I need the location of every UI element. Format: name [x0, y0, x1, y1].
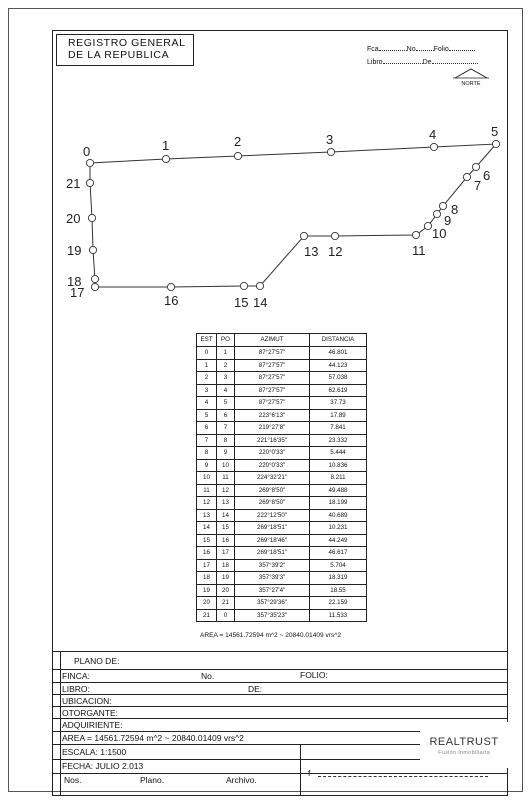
- station-label: 5: [491, 124, 499, 139]
- ubicacion-label: UBICACION:: [62, 696, 112, 706]
- station-label: 9: [444, 213, 452, 228]
- station-point: [234, 152, 241, 159]
- row-est: 1: [197, 359, 217, 372]
- station-point: [300, 232, 307, 239]
- row-distancia: 18.55: [310, 584, 367, 597]
- row-po: 8: [217, 434, 235, 447]
- area-label: AREA = 14561.72594 m^2 ~ 20840.01409 vrs^2: [62, 733, 244, 743]
- row-est: 0: [197, 347, 217, 360]
- station-point: [256, 282, 263, 289]
- fecha-label: FECHA: JULIO 2.013: [62, 761, 144, 771]
- station-label: 13: [304, 244, 319, 259]
- station-point: [472, 163, 479, 170]
- row-po: 4: [217, 384, 235, 397]
- azimuth-table-row: [197, 497, 367, 510]
- azimuth-table-row: [197, 547, 367, 560]
- row-distancia: 11.533: [310, 609, 367, 622]
- row-po: 6: [217, 409, 235, 422]
- plano-de-label: PLANO DE:: [74, 656, 120, 666]
- station-point: [463, 173, 470, 180]
- row-po: 21: [217, 597, 235, 610]
- azimuth-table: [196, 333, 367, 622]
- north-label: NORTE: [461, 81, 481, 87]
- row-est: 10: [197, 472, 217, 485]
- de-label: DE:: [248, 684, 263, 694]
- station-point: [86, 159, 93, 166]
- row-distancia: 5.704: [310, 559, 367, 572]
- row-est: 8: [197, 447, 217, 460]
- station-point: [433, 210, 440, 217]
- row-azimut: 357°27'4": [235, 584, 310, 597]
- row-distancia: 49.488: [310, 484, 367, 497]
- station-point: [327, 148, 334, 155]
- row-distancia: 44.249: [310, 534, 367, 547]
- lot-plan-drawing: [0, 0, 531, 330]
- station-point: [88, 214, 95, 221]
- station-point: [91, 275, 98, 282]
- row-distancia: 44.123: [310, 359, 367, 372]
- watermark-brand: REALTRUST: [429, 736, 499, 748]
- azimuth-table-row: [197, 409, 367, 422]
- station-label: 19: [67, 243, 82, 258]
- row-distancia: 10.231: [310, 522, 367, 535]
- plano-label: Plano.: [140, 775, 165, 785]
- finca-label: FINCA:: [62, 671, 90, 681]
- station-point: [424, 222, 431, 229]
- azimuth-table-row: [197, 459, 367, 472]
- station-label: 14: [253, 295, 268, 310]
- row-est: 14: [197, 522, 217, 535]
- row-distancia: 10.836: [310, 459, 367, 472]
- azimuth-table-row: [197, 522, 367, 535]
- header-po: PO: [217, 334, 235, 347]
- header-est: EST: [197, 334, 217, 347]
- row-distancia: 18.319: [310, 572, 367, 585]
- registry-line-1: REGISTRO GENERAL: [68, 37, 186, 49]
- azimuth-table-row: [197, 572, 367, 585]
- row-est: 18: [197, 572, 217, 585]
- station-points: [86, 140, 499, 290]
- station-label: 8: [451, 202, 459, 217]
- row-po: 11: [217, 472, 235, 485]
- row-est: 15: [197, 534, 217, 547]
- station-point: [430, 143, 437, 150]
- signature-label: f: [308, 768, 311, 778]
- station-label: 18: [67, 274, 82, 289]
- row-est: 3: [197, 384, 217, 397]
- row-po: 17: [217, 547, 235, 560]
- row-azimut: 87°27'57": [235, 384, 310, 397]
- area-summary: AREA = 14561.72594 m^2 ~ 20840.01409 vrs^2: [200, 632, 342, 639]
- row-po: 18: [217, 559, 235, 572]
- station-point: [89, 246, 96, 253]
- header-azimut: AZIMUT: [235, 334, 310, 347]
- header-finca-label: Fca: [367, 46, 379, 53]
- header-no-label: No: [406, 46, 416, 53]
- azimuth-table-row: [197, 384, 367, 397]
- otorgante-label: OTORGANTE:: [62, 708, 119, 718]
- row-distancia: 46.801: [310, 347, 367, 360]
- azimuth-table-row: [197, 422, 367, 435]
- form-margin-line: [60, 651, 61, 796]
- row-azimut: 357°29'36": [235, 597, 310, 610]
- row-po: 2: [217, 359, 235, 372]
- header-folio-label: Folio: [433, 46, 449, 53]
- azimuth-table-row: [197, 509, 367, 522]
- libro-label: LIBRO:: [62, 684, 90, 694]
- azimuth-table-row: [197, 584, 367, 597]
- row-distancia: 46.617: [310, 547, 367, 560]
- station-label: 4: [429, 127, 437, 142]
- row-azimut: 269°18'51": [235, 547, 310, 560]
- station-point: [91, 283, 98, 290]
- row-azimut: 222°12'50": [235, 509, 310, 522]
- azimuth-table-row: [197, 597, 367, 610]
- station-label: 7: [474, 178, 482, 193]
- station-labels: [66, 124, 498, 310]
- row-po: 12: [217, 484, 235, 497]
- row-est: 17: [197, 559, 217, 572]
- header-libro-label: Libro: [367, 59, 383, 66]
- station-point: [412, 231, 419, 238]
- row-est: 5: [197, 409, 217, 422]
- row-azimut: 269°8'50": [235, 484, 310, 497]
- escala-label: ESCALA: 1:1500: [62, 747, 127, 757]
- station-label: 16: [164, 293, 179, 308]
- row-azimut: 357°39'2": [235, 559, 310, 572]
- azimuth-table-row: [197, 472, 367, 485]
- row-est: 2: [197, 372, 217, 385]
- row-po: 0: [217, 609, 235, 622]
- row-est: 16: [197, 547, 217, 560]
- row-distancia: 5.444: [310, 447, 367, 460]
- row-po: 13: [217, 497, 235, 510]
- folio-label: FOLIO:: [300, 670, 328, 680]
- watermark-tagline: Fusión Inmobiliaria: [438, 750, 490, 756]
- row-est: 6: [197, 422, 217, 435]
- station-label: 12: [328, 244, 343, 259]
- row-est: 7: [197, 434, 217, 447]
- row-distancia: 8.211: [310, 472, 367, 485]
- row-distancia: 7.841: [310, 422, 367, 435]
- row-distancia: 37.73: [310, 397, 367, 410]
- row-azimut: 269°8'50": [235, 497, 310, 510]
- row-azimut: 269°18'51": [235, 522, 310, 535]
- row-distancia: 23.332: [310, 434, 367, 447]
- registry-line-2: DE LA REPUBLICA: [68, 49, 170, 61]
- station-label: 20: [66, 211, 81, 226]
- station-label: 11: [412, 243, 426, 258]
- row-po: 5: [217, 397, 235, 410]
- row-distancia: 57.038: [310, 372, 367, 385]
- row-azimut: 223°6'13": [235, 409, 310, 422]
- row-est: 4: [197, 397, 217, 410]
- row-azimut: 357°35'23": [235, 609, 310, 622]
- row-po: 3: [217, 372, 235, 385]
- station-point: [86, 179, 93, 186]
- station-label: 1: [162, 138, 170, 153]
- archivo-label: Archivo.: [226, 775, 257, 785]
- watermark-logo: [420, 722, 508, 768]
- adquiriente-label: ADQUIRIENTE:: [62, 720, 123, 730]
- station-label: 15: [234, 295, 249, 310]
- row-est: 19: [197, 584, 217, 597]
- row-po: 19: [217, 572, 235, 585]
- station-point: [492, 140, 499, 147]
- row-po: 10: [217, 459, 235, 472]
- station-label: 17: [70, 285, 85, 300]
- azimuth-table-row: [197, 397, 367, 410]
- row-distancia: 18.199: [310, 497, 367, 510]
- row-azimut: 221°16'35": [235, 434, 310, 447]
- row-po: 14: [217, 509, 235, 522]
- station-label: 21: [66, 176, 81, 191]
- row-distancia: 40.689: [310, 509, 367, 522]
- azimuth-table-row: [197, 559, 367, 572]
- row-distancia: 22.159: [310, 597, 367, 610]
- row-est: 21: [197, 609, 217, 622]
- row-est: 11: [197, 484, 217, 497]
- row-po: 15: [217, 522, 235, 535]
- row-po: 9: [217, 447, 235, 460]
- nos-label: Nos.: [64, 775, 82, 785]
- row-est: 20: [197, 597, 217, 610]
- azimuth-table-header: [197, 334, 367, 347]
- no-label: No.: [201, 671, 215, 681]
- row-azimut: 87°27'57": [235, 359, 310, 372]
- signature-line: [318, 776, 488, 777]
- station-point: [240, 282, 247, 289]
- station-point: [331, 232, 338, 239]
- row-azimut: 87°27'57": [235, 372, 310, 385]
- row-est: 12: [197, 497, 217, 510]
- row-azimut: 87°27'57": [235, 347, 310, 360]
- azimuth-table-row: [197, 359, 367, 372]
- row-est: 13: [197, 509, 217, 522]
- azimuth-table-row: [197, 609, 367, 622]
- station-point: [162, 155, 169, 162]
- station-label: 10: [432, 226, 447, 241]
- azimuth-table-row: [197, 534, 367, 547]
- row-azimut: 87°27'57": [235, 397, 310, 410]
- station-point: [439, 202, 446, 209]
- station-point: [167, 283, 174, 290]
- row-po: 1: [217, 347, 235, 360]
- row-distancia: 17.89: [310, 409, 367, 422]
- azimuth-table-row: [197, 447, 367, 460]
- row-po: 20: [217, 584, 235, 597]
- row-azimut: 220°0'33": [235, 459, 310, 472]
- row-po: 7: [217, 422, 235, 435]
- row-azimut: 224°32'21": [235, 472, 310, 485]
- station-label: 2: [234, 134, 242, 149]
- row-azimut: 220°0'33": [235, 447, 310, 460]
- row-distancia: 62.619: [310, 384, 367, 397]
- header-de-label: De: [422, 59, 432, 66]
- row-po: 16: [217, 534, 235, 547]
- azimuth-table-row: [197, 372, 367, 385]
- azimuth-table-row: [197, 434, 367, 447]
- station-label: 3: [326, 132, 334, 147]
- station-label: 6: [483, 168, 491, 183]
- row-azimut: 357°39'3": [235, 572, 310, 585]
- row-azimut: 269°18'46": [235, 534, 310, 547]
- station-label: 0: [83, 144, 91, 159]
- header-distancia: DISTANCIA: [310, 334, 367, 347]
- azimuth-table-row: [197, 347, 367, 360]
- row-est: 9: [197, 459, 217, 472]
- azimuth-table-row: [197, 484, 367, 497]
- row-azimut: 219°27'8": [235, 422, 310, 435]
